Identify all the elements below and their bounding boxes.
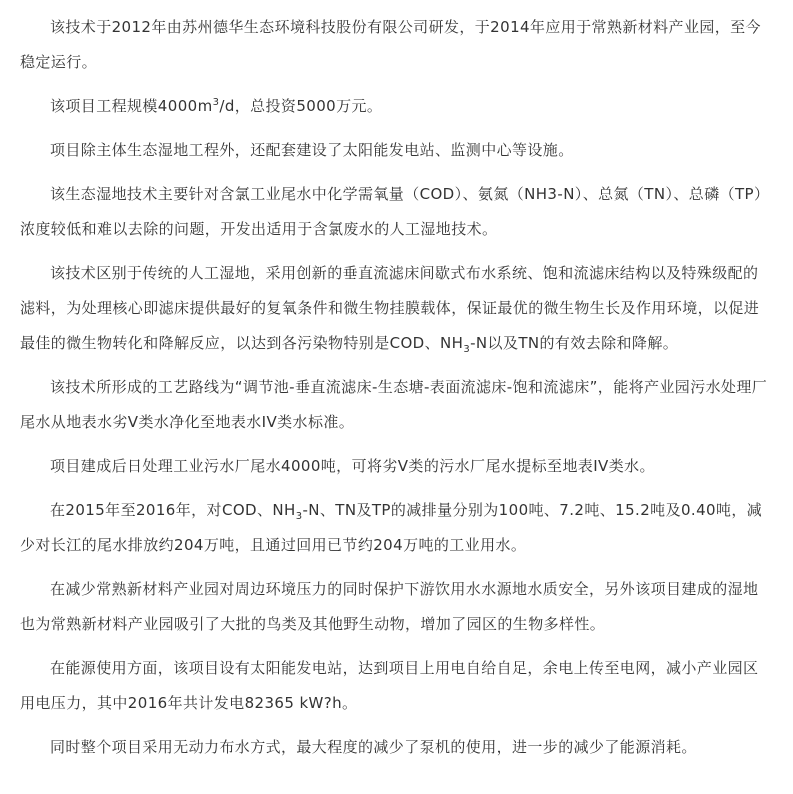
paragraph-facilities: 项目除主体生态湿地工程外，还配套建设了太阳能发电站、监测中心等设施。 — [50, 141, 574, 159]
superscript: 3 — [212, 97, 220, 108]
paragraph-capacity: 项目建成后日处理工业污水厂尾水4000吨，可将劣V类的污水厂尾水提标至地表IV类水。 — [50, 457, 655, 475]
subscript: 3 — [463, 344, 471, 355]
paragraph-biodiversity: 在减少常熟新材料产业园对周边环境压力的同时保护下游饮用水水源地水质安全，另外该项目建成的湿地也为常熟新材料产业园吸引了大批的鸟类及其他野生动物，增加了园区的生物多样性。 — [20, 580, 759, 633]
subscript: 3 — [295, 511, 303, 522]
paragraph-intro: 该技术于2012年由苏州德华生态环境科技股份有限公司研发，于2014年应用于常熟新材料产业园，至今稳定运行。 — [20, 18, 761, 71]
paragraph-technology: 该技术区别于传统的人工湿地，采用创新的垂直流滤床间歇式布水系统、饱和流滤床结构以及特殊级配的滤料，为处理核心即滤床提供最好的复氧条件和微生物挂膜载体，保证最优的微生物生长及作用环境，以促进最佳的微生物转化和降解反应，以达到各污染物特别是COD、$NH_3-N$以及TN的有效去除和降解。 — [20, 264, 760, 355]
paragraph-scale: 该项目工程规模$4000m^3/d$，总投资5000万元。 — [50, 97, 383, 115]
paragraph-target-pollutants: 该生态湿地技术主要针对含氯工业尾水中化学需氧量（COD）、氨氮（NH3-N）、总氮（TN）、总磷（TP）浓度较低和难以去除的问题，开发出适用于含氯废水的人工湿地技术。 — [20, 185, 770, 238]
paragraph-energy: 在能源使用方面，该项目设有太阳能发电站，达到项目上用电自给自足，余电上传至电网，减小产业园区用电压力，其中2016年共计发电82365 kW?h。 — [20, 659, 759, 712]
paragraph-unpowered-distribution: 同时整个项目采用无动力布水方式，最大程度的减少了泵机的使用，进一步的减少了能源消耗。 — [50, 738, 697, 756]
paragraph-process-route: 该技术所形成的工艺路线为“调节池-垂直流滤床-生态塘-表面流滤床-饱和流滤床”，能将产业园污水处理厂尾水从地表水劣V类水净化至地表水IV类水标准。 — [20, 378, 768, 431]
paragraph-emission-reduction: 在2015年至2016年，对COD、$NH_3-N$、TN及TP的减排量分别为100吨、7.2吨、15.2吨及0.40吨，减少对长江的尾水排放约204万吨，且通过回用已节约204万吨的工业用水。 — [20, 501, 763, 554]
